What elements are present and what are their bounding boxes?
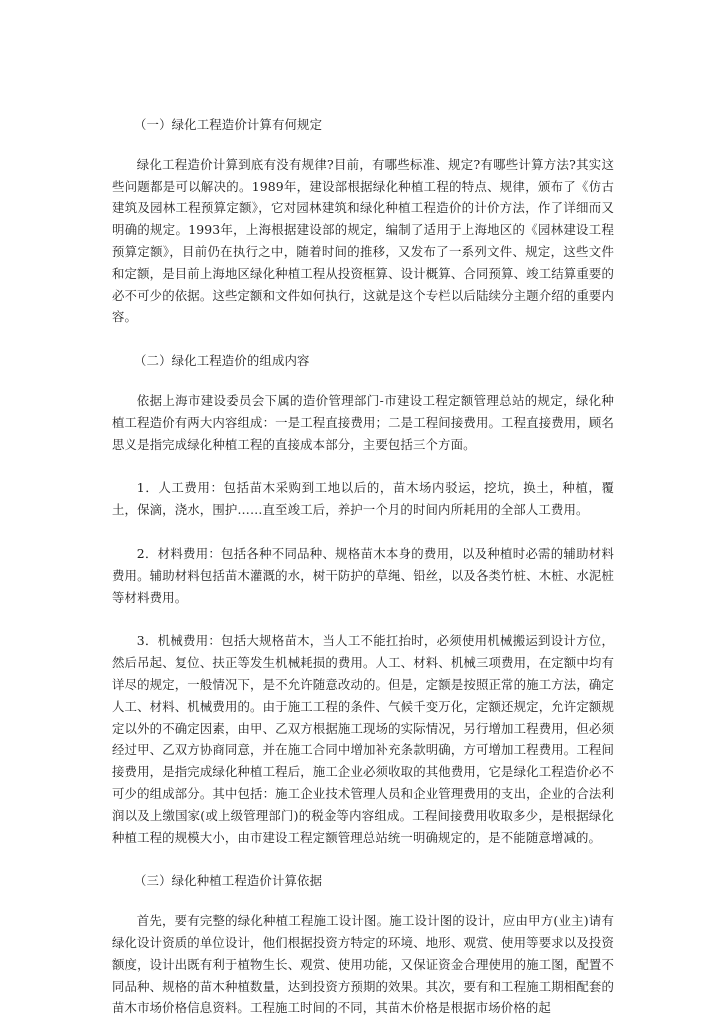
section-heading: （二）绿化工程造价的组成内容 — [134, 353, 310, 369]
body-paragraph: 3．机械费用：包括大规格苗木，当人工不能扛抬时，必须使用机械搬运到设计方位，然后吊起、复位、扶正等发生机械耗损的费用。人工、材料、机械三项费用，在定额中均有详尽的规定，一般情况下，是不允许随意改动的。但是，定额是按照正常的施工方法，确定人工、材料、机械费用的。由于施工工程的条件、气候千变万化，定额还规定，允许定额规定以外的不确定因素，由甲、乙双方根据施工现场的实际情况，另行增加工程费用，但必须经过甲、乙双方协商同意，并在施工合同中增加补充条款明确，方可增加工程费用。工程间接费用，是指完成绿化种植工程后，施工企业必须收取的其他费用，它是绿化工程造价必不可少的组成部分。其中包括：施工企业技术管理人员和企业管理费用的支出，企业的合法利润以及上缴国家(或上级管理部门)的税金等内容组成。工程间接费用收取多少，是根据绿化种植工程的规模大小，由市建设工程定额管理总站统一明确规定的，是不能随意增减的。 — [112, 633, 614, 845]
section-heading: （一）绿化工程造价计算有何规定 — [134, 117, 323, 132]
document-body — [112, 114, 614, 1019]
body-paragraph: 1．人工费用：包括苗木采购到工地以后的，苗木场内驳运，挖坑，换土，种植，覆土，保滴，浇水，围护……直至竣工后，养护一个月的时间内所耗用的全部人工费用。 — [112, 480, 614, 518]
body-paragraph: 2．材料费用：包括各种不同品种、规格苗木本身的费用，以及种植时必需的辅助材料费用。辅助材料包括苗木灌溉的水，树干防护的草绳、铅丝，以及各类竹桩、木桩、水泥桩等材料费用。 — [112, 545, 614, 605]
body-paragraph: 依据上海市建设委员会下属的造价管理部门-市建设工程定额管理总站的规定，绿化种植工程造价有两大内容组成：一是工程直接费用；二是工程间接费用。工程直接费用，顾名思义是指完成绿化种植工程的直接成本部分，主要包括三个方面。 — [112, 392, 614, 452]
section-heading: （三）绿化种植工程造价计算依据 — [134, 873, 323, 889]
body-paragraph: 首先，要有完整的绿化种植工程施工设计图。施工设计图的设计，应由甲方(业主)请有绿化设计资质的单位设计，他们根据投资方特定的环境、地形、观赏、使用等要求以及投资额度，设计出既有利于植物生长、观赏、使用功能，又保证资金合理使用的施工图，配置不同品种、规格的苗木种植数量，达到投资方预期的效果。其次，要有和工程施工期相配套的苗木市场价格信息资料。工程施工时间的不同，其苗木价格是根据市场价格的起 — [112, 913, 614, 1016]
body-paragraph: 绿化工程造价计算到底有没有规律?目前，有哪些标准、规定?有哪些计算方法?其实这些问题都是可以解决的。1989年，建设部根据绿化种植工程的特点、规律，颁布了《仿古建筑及园林工程预算定额》，它对园林建筑和绿化种植工程造价的计价方法，作了详细而又明确的规定。1993年，上海根据建设部的规定，编制了适用于上海地区的《园林建设工程预算定额》，目前仍在执行之中，随着时间的推移，又发布了一系列文件、规定，这些文件和定额，是目前上海地区绿化种植工程从投资框算、设计概算、合同预算、竣工结算重要的必不可少的依据。这些定额和文件如何执行，这就是这个专栏以后陆续分主题介绍的重要内容。 — [112, 156, 614, 325]
